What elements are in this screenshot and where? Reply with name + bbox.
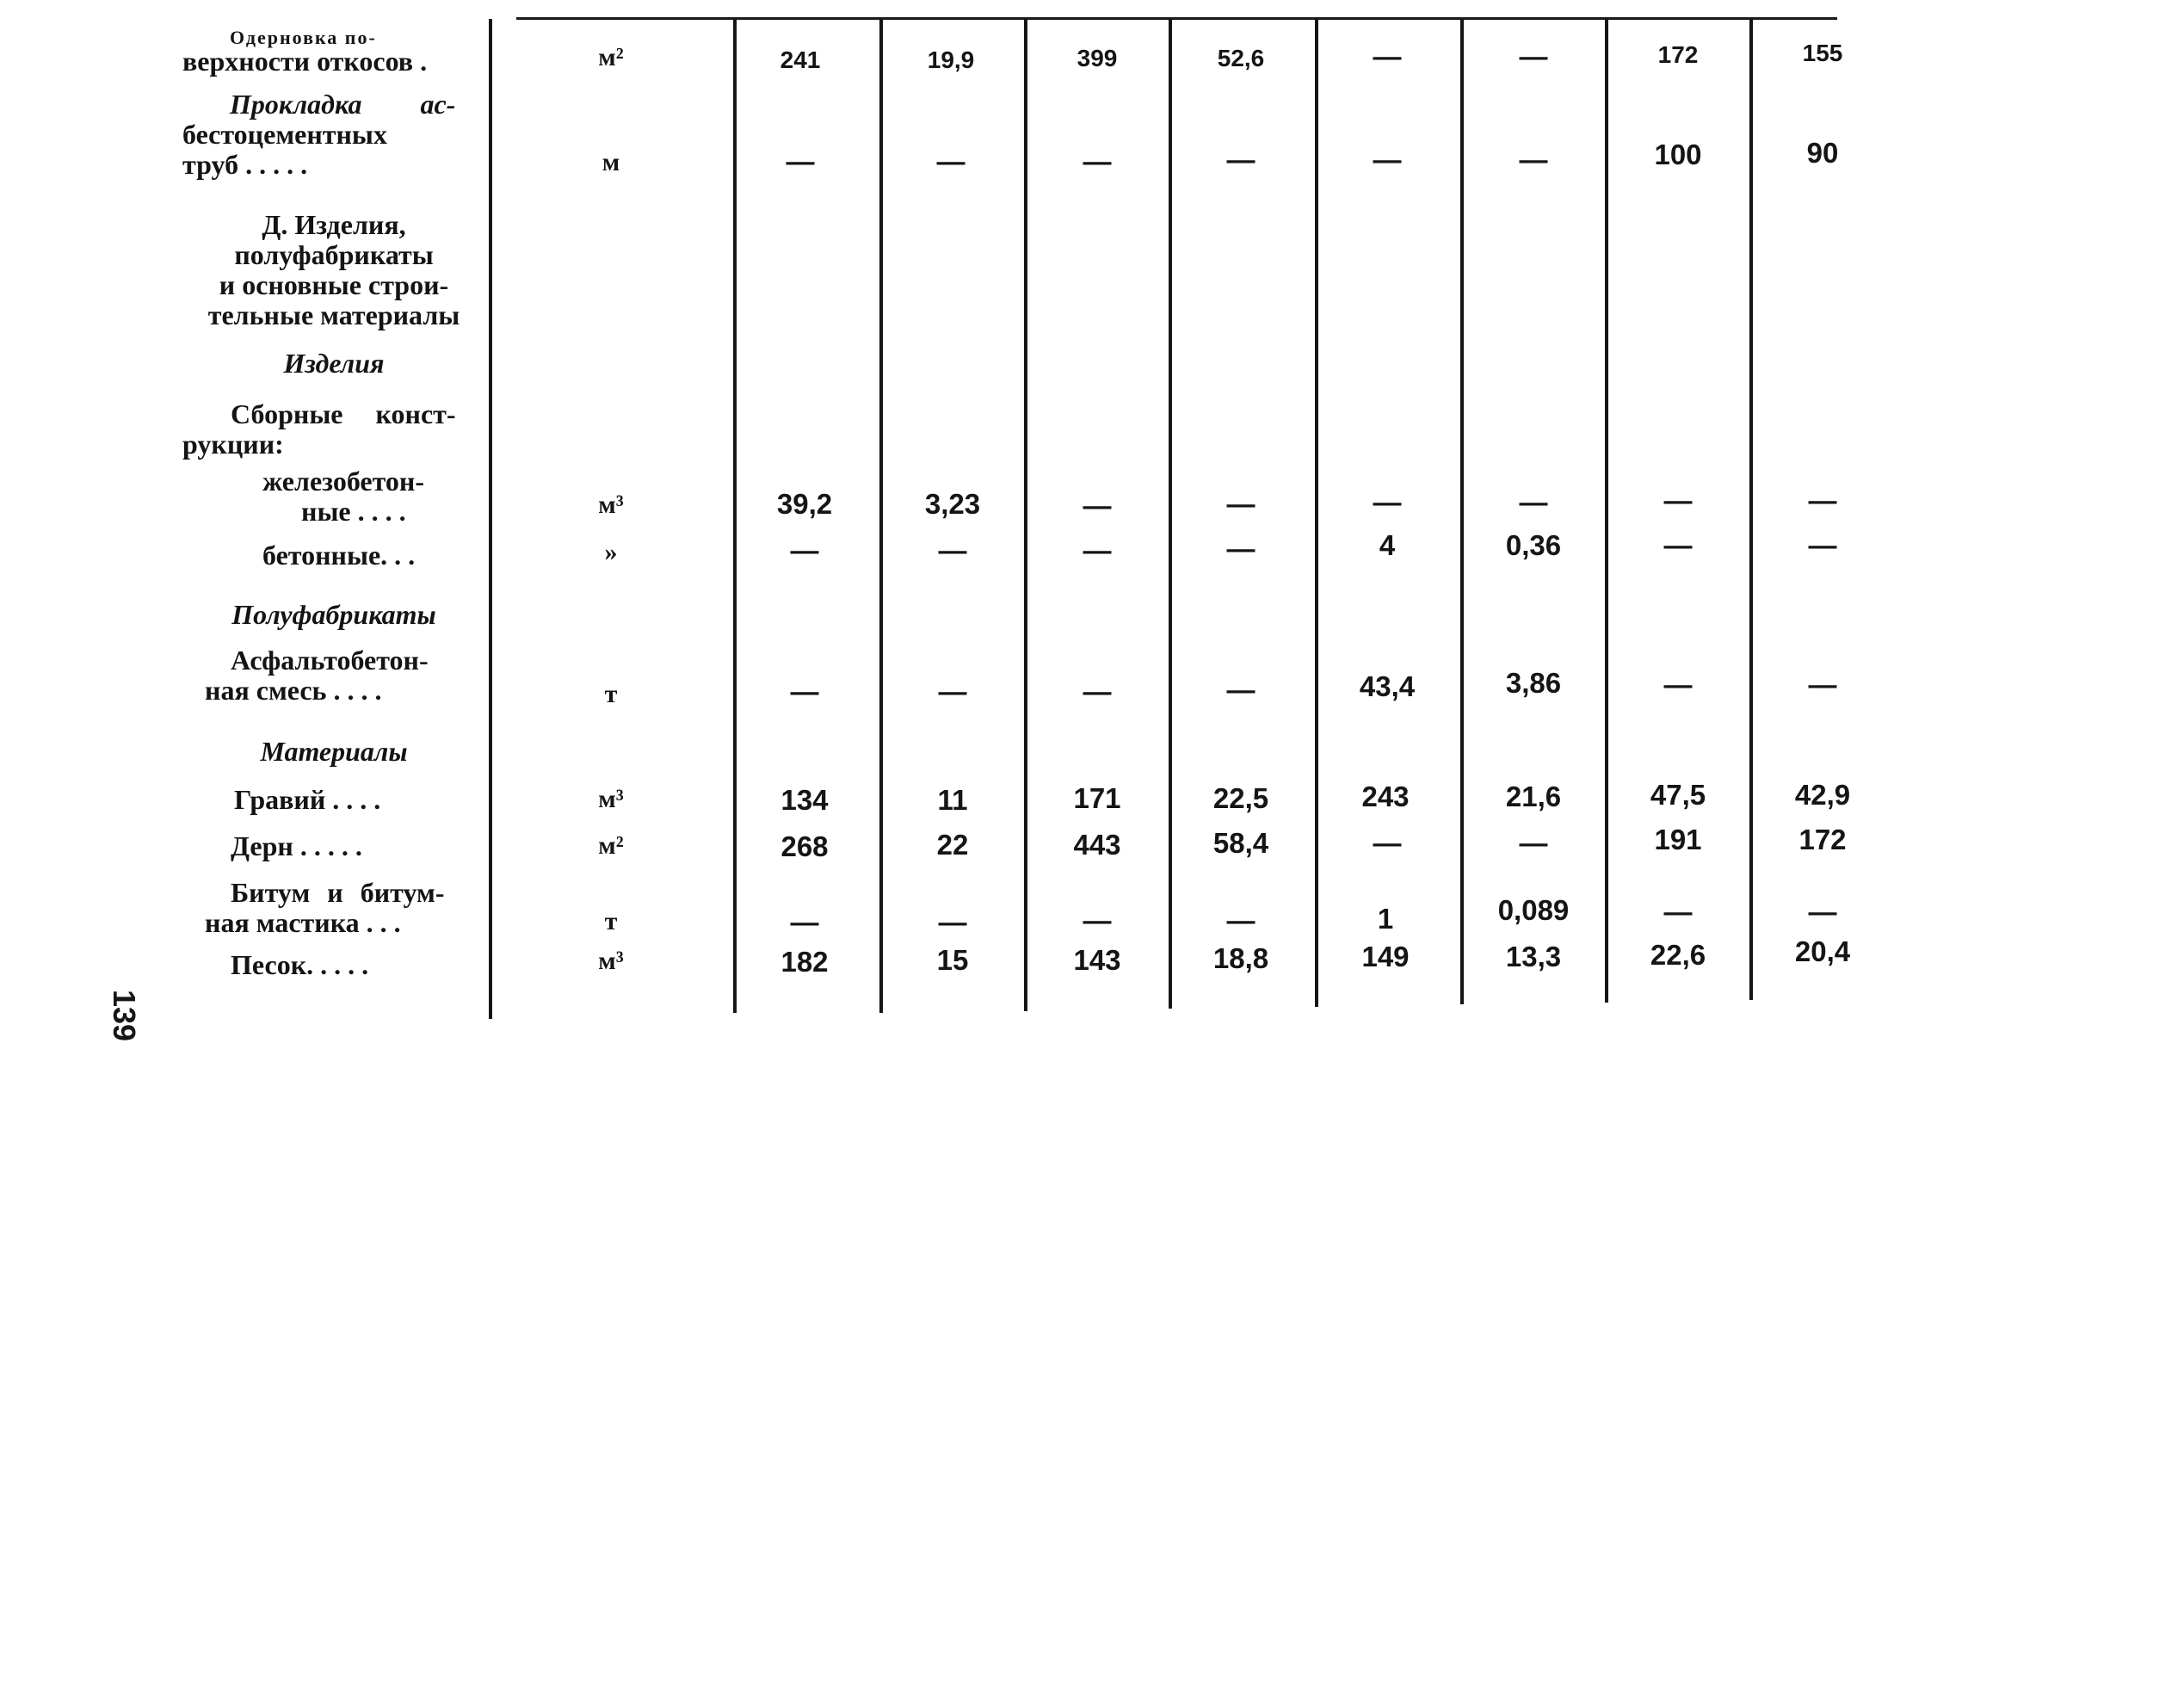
table-cell: 399 xyxy=(1077,45,1118,71)
row-label-bitum xyxy=(205,877,485,938)
row-label-pesok xyxy=(231,950,485,980)
label-line: Асфальтобетон- xyxy=(231,645,429,676)
table-cell: 22,5 xyxy=(1212,782,1269,814)
label-line: ные . . . . xyxy=(301,496,406,527)
table-cell: 172 xyxy=(1798,824,1847,855)
label-line: Дерн . . . . . xyxy=(231,830,362,861)
table-cell: 11 xyxy=(937,784,968,816)
table-cell: 172 xyxy=(1657,41,1699,68)
heading-line: Д. Изделия, xyxy=(262,209,406,240)
row-label-dern xyxy=(231,831,485,861)
row-label-zhelezobetonnye xyxy=(262,466,486,527)
table-cell: 19,9 xyxy=(927,46,975,73)
table-cell: 443 xyxy=(1073,829,1121,861)
row-label-betonnye xyxy=(262,540,486,571)
table-cell: — xyxy=(1663,896,1693,928)
label-line: верхности откосов . xyxy=(182,46,428,77)
table-cell: — xyxy=(938,676,967,707)
column-rule xyxy=(1749,19,1753,1000)
section-heading-d xyxy=(182,210,485,330)
page-number: 139 xyxy=(107,990,142,1042)
unit-cell: м xyxy=(602,148,620,176)
table-cell: 3,23 xyxy=(924,488,981,520)
unit-cell: т xyxy=(604,680,618,708)
table-cell: 13,3 xyxy=(1505,941,1562,972)
unit-cell: м³ xyxy=(598,947,624,975)
subheading-materialy xyxy=(182,737,485,767)
table-cell: 18,8 xyxy=(1212,942,1269,974)
table-cell: 149 xyxy=(1361,941,1410,972)
table-cell: 3,86 xyxy=(1505,667,1562,699)
row-label-odernovka xyxy=(182,29,484,77)
label-line: Прокладка ас- xyxy=(230,89,456,120)
table-cell: — xyxy=(1519,486,1548,518)
table-cell: — xyxy=(1226,144,1255,176)
row-label-sbornye xyxy=(182,398,484,460)
subheading-polufabrikaty xyxy=(182,600,485,630)
table-cell: 241 xyxy=(780,46,821,73)
table-cell: 100 xyxy=(1654,139,1702,170)
table-cell: — xyxy=(790,676,819,707)
table-cell: — xyxy=(1808,669,1837,701)
row-label-asfaltobeton xyxy=(205,645,486,706)
table-cell: 15 xyxy=(936,944,969,976)
table-cell: — xyxy=(1083,145,1112,177)
table-cell: 171 xyxy=(1073,782,1121,814)
table-cell: — xyxy=(1083,676,1112,707)
table-cell: 134 xyxy=(780,784,829,816)
subheading-izdeliya xyxy=(182,349,485,379)
table-cell: 1 xyxy=(1377,903,1394,935)
table-cell: — xyxy=(786,145,815,177)
table-cell: — xyxy=(1663,669,1693,701)
heading-line: Полуфабрикаты xyxy=(231,599,436,630)
column-rule xyxy=(1605,19,1608,1003)
table-cell: 22,6 xyxy=(1650,939,1706,971)
table-cell: 90 xyxy=(1806,137,1839,169)
table-cell: 42,9 xyxy=(1794,779,1851,811)
label-line: ная мастика . . . xyxy=(205,907,401,938)
table-cell: 4 xyxy=(1379,529,1396,561)
unit-cell: м³ xyxy=(598,785,624,813)
unit-cell: т xyxy=(604,907,618,935)
heading-line: полуфабрикаты xyxy=(234,239,434,270)
table-cell: — xyxy=(1373,486,1402,518)
table-cell: 243 xyxy=(1361,781,1410,812)
label-line: труб . . . . . xyxy=(182,149,308,180)
unit-cell: м² xyxy=(598,43,624,71)
unit-cell: » xyxy=(604,538,618,566)
table-cell: 20,4 xyxy=(1794,935,1851,967)
table-cell: 182 xyxy=(780,946,829,978)
label-line: Битум и битум- xyxy=(231,877,445,908)
table-cell: — xyxy=(1808,529,1837,561)
table-cell: 52,6 xyxy=(1217,45,1265,71)
table-cell: 155 xyxy=(1802,40,1843,66)
table-cell: 268 xyxy=(780,830,829,862)
table-cell: — xyxy=(1373,40,1402,72)
heading-line: Изделия xyxy=(283,348,385,379)
label-line: бетонные. . . xyxy=(262,540,416,571)
table-cell: — xyxy=(1808,485,1837,516)
table-cell: — xyxy=(1519,40,1548,72)
table-cell: 0,36 xyxy=(1505,529,1562,561)
table-cell: — xyxy=(936,145,966,177)
unit-cell: м³ xyxy=(598,491,624,519)
table-cell: — xyxy=(1083,490,1112,522)
table-cell: — xyxy=(1519,827,1548,859)
label-line: рукции: xyxy=(182,429,284,460)
label-line: Одерновка по- xyxy=(230,27,377,48)
table-cell: — xyxy=(1226,533,1255,565)
table-cell: — xyxy=(1663,485,1693,516)
table-cell: — xyxy=(1663,529,1693,561)
row-label-prokladka xyxy=(182,89,484,180)
table-cell: — xyxy=(1373,144,1402,176)
table-top-rule xyxy=(516,17,1837,20)
table-cell: — xyxy=(1808,896,1837,928)
label-line: Сборные конст- xyxy=(231,398,456,429)
column-rule xyxy=(1024,19,1027,1011)
label-line: Песок. . . . . xyxy=(231,949,369,980)
table-cell: — xyxy=(1373,827,1402,859)
table-cell: — xyxy=(1083,534,1112,566)
label-line: бестоцементных xyxy=(182,119,387,150)
table-cell: 39,2 xyxy=(776,488,833,520)
table-cell: 21,6 xyxy=(1505,781,1562,812)
row-label-graviy xyxy=(234,785,485,815)
table-cell: — xyxy=(1519,144,1548,176)
table-cell: 143 xyxy=(1073,944,1121,976)
column-rule xyxy=(1460,19,1464,1004)
label-line: Гравий . . . . xyxy=(234,784,381,815)
table-cell: — xyxy=(938,534,967,566)
unit-cell: м² xyxy=(598,831,624,860)
table-cell: — xyxy=(1083,904,1112,936)
table-cell: 191 xyxy=(1654,824,1702,855)
table-cell: — xyxy=(1226,674,1255,706)
table-cell: — xyxy=(1226,904,1255,936)
table-cell: 22 xyxy=(936,829,969,861)
table-cell: — xyxy=(1226,488,1255,520)
table-cell: 47,5 xyxy=(1650,779,1706,811)
heading-line: Материалы xyxy=(260,736,408,767)
table-cell: — xyxy=(790,534,819,566)
label-line: железобетон- xyxy=(262,466,424,497)
heading-line: тельные материалы xyxy=(207,299,460,330)
column-rule xyxy=(489,19,492,1019)
table-cell: 58,4 xyxy=(1212,827,1269,859)
table-cell: 0,089 xyxy=(1497,894,1570,926)
table-cell: — xyxy=(790,906,819,938)
heading-line: и основные строи- xyxy=(219,269,449,300)
table-cell: — xyxy=(938,906,967,938)
label-line: ная смесь . . . . xyxy=(205,675,382,706)
table-cell: 43,4 xyxy=(1359,670,1416,702)
